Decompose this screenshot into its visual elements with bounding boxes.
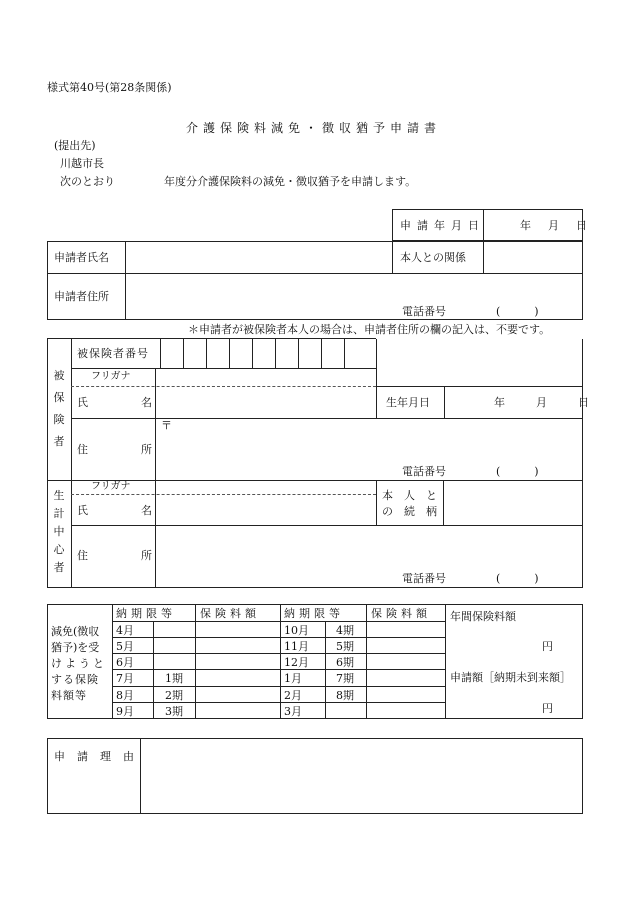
request-yen: 円 <box>542 702 553 715</box>
household-side-label-2: 計 <box>53 507 65 520</box>
applicant-name-label: 申請者氏名 <box>54 251 109 264</box>
insured-number-digit[interactable] <box>300 341 319 365</box>
premium-amount-left-input[interactable] <box>198 670 276 684</box>
intro-prefix: 次のとおり <box>60 175 115 188</box>
insured-name-label-a: 氏 <box>77 396 88 409</box>
insured-side-label-3: 険 <box>53 413 65 426</box>
premium-amount-right-input[interactable] <box>369 687 441 701</box>
premium-side-label-2: 猶予)を受 <box>51 641 100 654</box>
insured-number-digit[interactable] <box>185 341 204 365</box>
premium-amount-right-input[interactable] <box>369 670 441 684</box>
reason-input[interactable] <box>144 742 580 810</box>
premium-month-left: 5月 <box>116 640 134 653</box>
household-address-input[interactable] <box>158 528 578 564</box>
premium-month-left: 6月 <box>116 656 134 669</box>
household-side-label-3: 中 <box>53 525 65 538</box>
insured-number-digit[interactable] <box>254 341 273 365</box>
form-number: 様式第40号(第28条関係) <box>47 81 172 94</box>
premium-month-right: 11月 <box>284 640 309 653</box>
premium-period-left: 3期 <box>165 705 183 718</box>
premium-month-left: 7月 <box>116 672 134 685</box>
premium-month-right: 10月 <box>284 624 309 637</box>
fiscal-year-input[interactable] <box>120 172 162 188</box>
household-phone-field[interactable]: ( ) <box>496 572 543 585</box>
premium-amount-right-input[interactable] <box>369 622 441 636</box>
applicant-address-input[interactable] <box>128 276 578 302</box>
relation-input[interactable] <box>486 244 580 270</box>
insured-number-label: 被保険者番号 <box>77 347 149 360</box>
intro-suffix: 年度分介護保険料の減免・徴収猶予を申請します。 <box>164 175 417 188</box>
premium-period-right: 7期 <box>336 672 354 685</box>
applicant-phone-label: 電話番号 <box>402 305 446 318</box>
insured-address-label-a: 住 <box>77 443 88 456</box>
insured-number-digit[interactable] <box>323 341 342 365</box>
request-amount-label: 申請額［納期未到来額］ <box>450 671 571 684</box>
applicant-address-label: 申請者住所 <box>54 290 109 303</box>
premium-amount-right-input[interactable] <box>369 703 441 717</box>
insured-phone-label: 電話番号 <box>402 465 446 478</box>
insured-side-label-2: 保 <box>53 391 65 404</box>
premium-side-label-3: けようと <box>51 657 107 670</box>
premium-month-left: 8月 <box>116 689 134 702</box>
premium-amount-left-input[interactable] <box>198 638 276 652</box>
insured-furigana-input[interactable] <box>158 370 373 385</box>
apply-date-label: 申請年月日 <box>400 219 485 232</box>
household-name-input[interactable] <box>158 497 373 523</box>
applicant-phone-field[interactable]: ( ) <box>496 305 543 318</box>
annual-premium-label: 年間保険料額 <box>450 610 516 623</box>
premium-period-left: 2期 <box>165 689 183 702</box>
col-due-left: 納期限等 <box>116 607 176 620</box>
insured-number-digit[interactable] <box>277 341 296 365</box>
col-amount-left: 保険料額 <box>200 607 260 620</box>
household-relation-label-1: 本 人 と <box>382 489 437 502</box>
apply-date-field[interactable]: 年 月 日 <box>520 219 590 232</box>
premium-side-label-5: 料額等 <box>51 689 87 702</box>
insured-number-digit[interactable] <box>231 341 250 365</box>
household-side-label-4: 心 <box>53 543 65 556</box>
premium-month-right: 1月 <box>284 672 302 685</box>
household-name-label-a: 氏 <box>77 504 88 517</box>
premium-month-right: 3月 <box>284 705 302 718</box>
relation-label: 本人との関係 <box>400 251 466 264</box>
premium-month-right: 2月 <box>284 689 302 702</box>
insured-birth-field[interactable]: 年 月 日 <box>494 396 592 409</box>
household-address-label-b: 所 <box>141 549 152 562</box>
household-furigana-input[interactable] <box>158 481 373 493</box>
insured-birth-label: 生年月日 <box>386 396 430 409</box>
insured-side-label-1: 被 <box>53 369 65 382</box>
household-side-label-1: 生 <box>53 489 65 502</box>
household-furigana-label: フリガナ <box>91 481 131 492</box>
insured-furigana-label: フリガナ <box>91 371 131 382</box>
household-address-label-a: 住 <box>77 549 88 562</box>
premium-month-right: 12月 <box>284 656 309 669</box>
request-amount-input[interactable] <box>450 686 538 714</box>
insured-name-input[interactable] <box>158 389 373 416</box>
mayor-label: 川越市長 <box>60 157 104 170</box>
premium-period-right: 4期 <box>336 624 354 637</box>
annual-premium-input[interactable] <box>450 625 538 655</box>
insured-name-label-b: 名 <box>141 396 152 409</box>
col-due-right: 納期限等 <box>284 607 344 620</box>
household-relation-label-2: の 続 柄 <box>382 505 437 518</box>
insured-number-digit[interactable] <box>208 341 227 365</box>
postal-mark: 〒 <box>161 419 172 432</box>
premium-amount-right-input[interactable] <box>369 654 441 668</box>
applicant-note: ＊申請者が被保険者本人の場合は、申請者住所の欄の記入は、不要です。 <box>188 323 551 336</box>
insured-number-digit[interactable] <box>162 341 181 365</box>
premium-month-left: 9月 <box>116 705 134 718</box>
premium-amount-right-input[interactable] <box>369 638 441 652</box>
submit-to-label: (提出先) <box>54 139 96 152</box>
premium-amount-left-input[interactable] <box>198 687 276 701</box>
premium-amount-left-input[interactable] <box>198 703 276 717</box>
premium-amount-left-input[interactable] <box>198 622 276 636</box>
household-name-label-b: 名 <box>141 504 152 517</box>
insured-side-label-4: 者 <box>53 435 65 448</box>
household-side-label-5: 者 <box>53 561 65 574</box>
applicant-name-input[interactable] <box>128 244 388 270</box>
premium-side-label-1: 減免(徴収 <box>51 625 100 638</box>
premium-period-right: 6期 <box>336 656 354 669</box>
col-amount-right: 保険料額 <box>371 607 431 620</box>
annual-yen: 円 <box>542 640 553 653</box>
insured-phone-field[interactable]: ( ) <box>496 465 543 478</box>
premium-period-left: 1期 <box>165 672 183 685</box>
reason-label: 申請理由 <box>54 750 146 763</box>
household-phone-label: 電話番号 <box>402 572 446 585</box>
household-relation-input[interactable] <box>446 483 580 523</box>
premium-period-right: 5期 <box>336 640 354 653</box>
premium-period-right: 8期 <box>336 689 354 702</box>
insured-address-label-b: 所 <box>141 443 152 456</box>
premium-side-label-4: する保険 <box>51 673 99 686</box>
premium-month-left: 4月 <box>116 624 134 637</box>
insured-address-input[interactable] <box>176 422 576 458</box>
form-title: 介護保険料減免・徴収猶予申請書 <box>186 121 442 135</box>
premium-amount-left-input[interactable] <box>198 654 276 668</box>
insured-number-digit[interactable] <box>346 341 374 365</box>
